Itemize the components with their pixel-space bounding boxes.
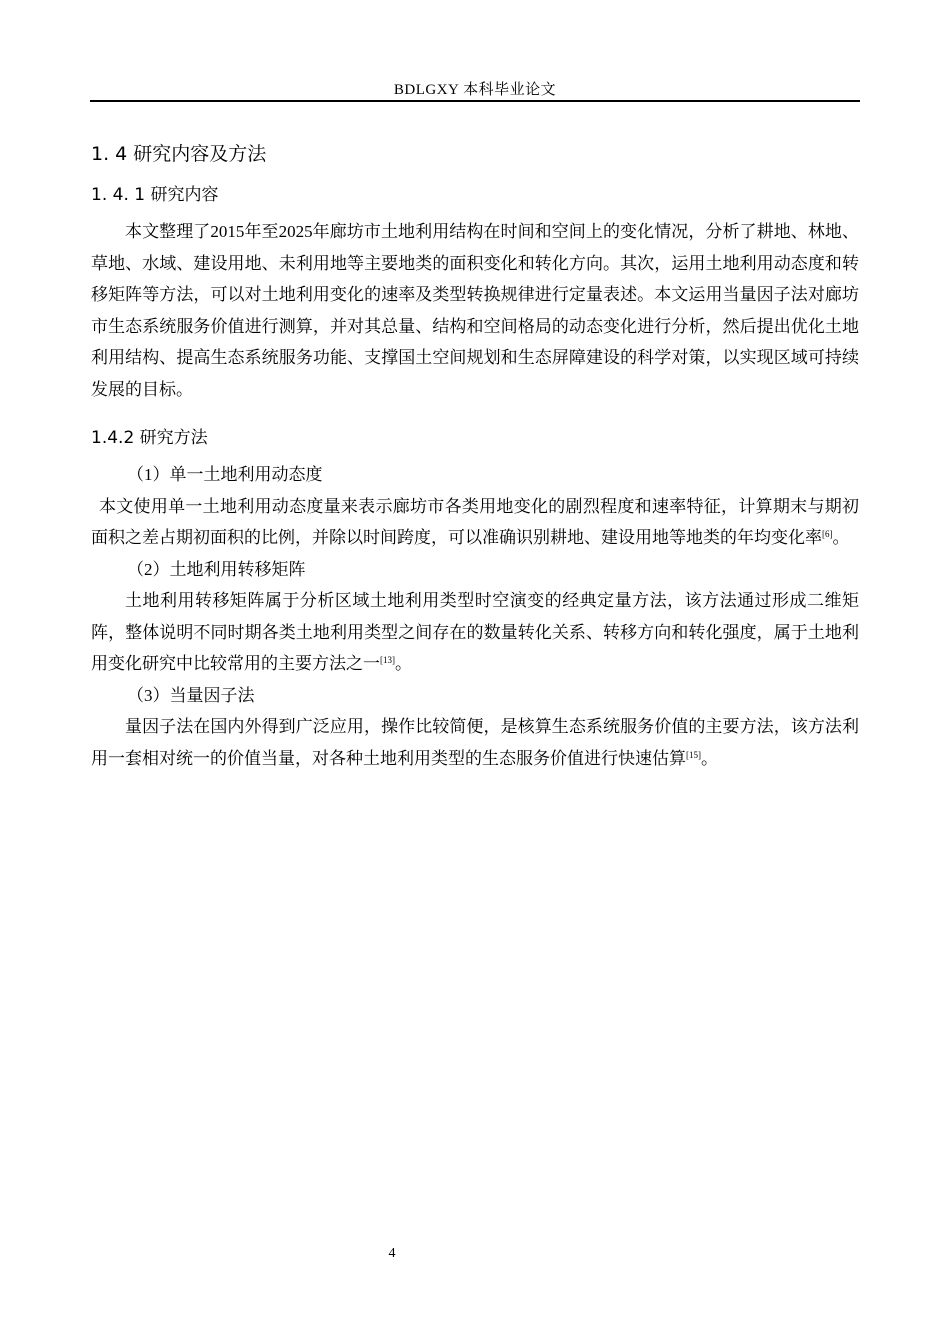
- section-heading: 1. 4 研究内容及方法: [91, 143, 267, 165]
- method-3-title: （3）当量因子法: [127, 685, 255, 705]
- method-1-citation: [6]: [822, 529, 833, 539]
- method-3-tail: 。: [701, 748, 718, 768]
- research-content-paragraph: 本文整理了2015年至2025年廊坊市土地利用结构在时间和空间上的变化情况，分析了耕地、林地、草地、水域、建设用地、未利用地等主要地类的面积变化和转化方向。其次，运用土地利用动态度和转移矩阵等方法，可以对土地利用变化的速率及类型转换规律进行定量表述。本文运用当量因子法对廊坊市生态系统服务价值进行测算，并对其总量、结构和空间格局的动态变化进行分析，然后提出优化土地利用结构、提高生态系统服务功能、支撑国土空间规划和生态屏障建设的科学对策，以实现区域可持续发展的目标。: [91, 222, 859, 399]
- method-2-tail: 。: [395, 654, 412, 673]
- running-header: BDLGXY 本科毕业论文: [393, 82, 557, 98]
- method-2-text: 土地利用转移矩阵属于分析区域土地利用类型时空演变的经典定量方法，该方法通过形成二维矩阵，整体说明不同时期各类土地利用类型之间存在的数量转化关系、转移方向和转化强度，属于土地利用变化研究中比较常用的主要方法之一: [91, 591, 859, 673]
- method-2-citation: [13]: [380, 655, 395, 665]
- page-number: 4: [388, 1246, 396, 1261]
- method-2-title: （2）土地利用转移矩阵: [127, 559, 306, 579]
- method-3-paragraph: [91, 711, 859, 774]
- method-3-text: 量因子法在国内外得到广泛应用，操作比较简便，是核算生态系统服务价值的主要方法，该方法利用一套相对统一的价值当量，对各种土地利用类型的生态服务价值进行快速估算: [91, 717, 859, 768]
- method-1-tail: 。: [832, 528, 850, 547]
- method-1-title: （1）单一土地利用动态度: [127, 465, 323, 484]
- method-2-paragraph: [91, 585, 859, 680]
- method-1-paragraph: [91, 491, 859, 554]
- method-1-text: 本文使用单一土地利用动态度量来表示廊坊市各类用地变化的剧烈程度和速率特征，计算期末与期初面积之差占期初面积的比例，并除以时间跨度，可以准确识别耕地、建设用地等地类的年均变化率: [91, 496, 859, 547]
- subsection-heading-content: 1. 4. 1 研究内容: [91, 185, 219, 205]
- page-body: [91, 138, 859, 774]
- subsection-heading-methods: 1.4.2 研究方法: [91, 428, 208, 448]
- header-divider: [90, 100, 860, 102]
- method-3-citation: [15]: [686, 749, 701, 760]
